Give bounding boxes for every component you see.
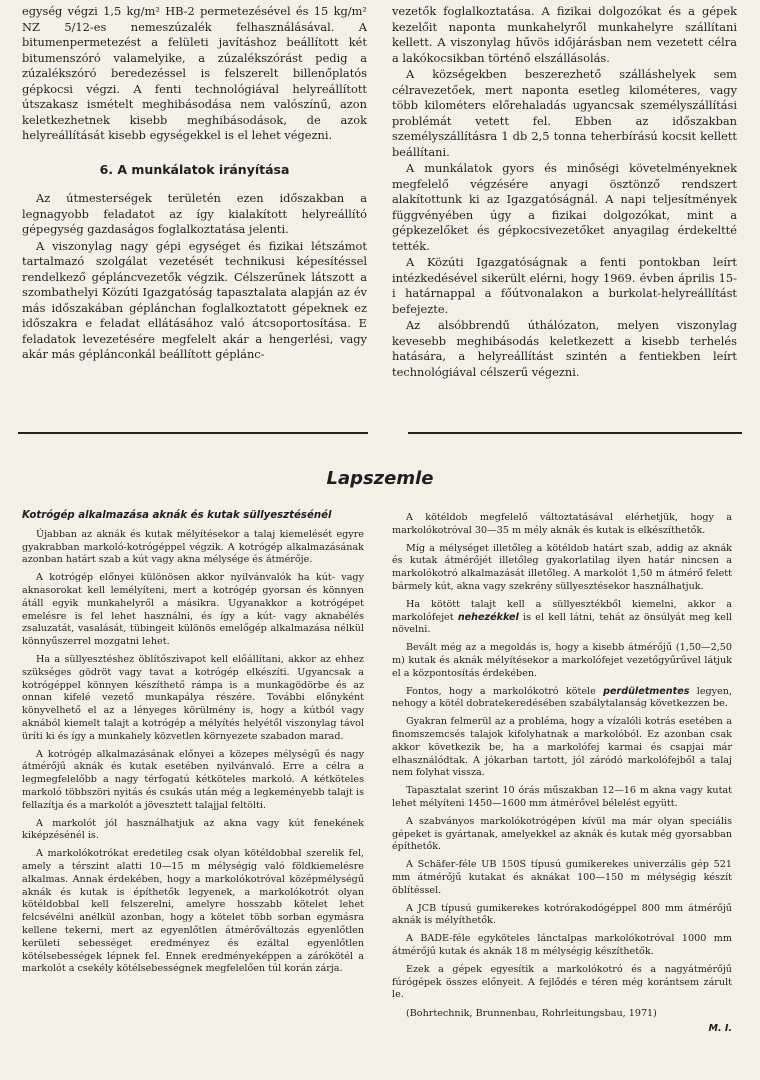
review-paragraph: A BADE-féle egyköteles lánctalpas markolókotróval 1000 mm átmérőjű kutak és aknák 18 m mélységig készíthetők. [392, 933, 732, 957]
body-paragraph: A munkálatok gyors és minőségi követelményeknek megfelelő végzésére anyagi ösztönző rendszert alakítottunk ki az Igazgatóságnál. A napi teljesítmények függvényében úgy a fizikai dolgozókat, mint a gépkezelőket és gépkocsivezetőket anyagilag érdekeltté tették. [392, 161, 737, 253]
author-initials: M. I. [708, 1022, 732, 1034]
source-citation: (Bohrtechnik, Brunnenbau, Rohrleitungsbau, 1971) [406, 1008, 657, 1020]
body-paragraph: Az útmesterségek területén ezen időszakban a legnagyobb feladatot az így kialakított helyreállító gépegység gazdaságos foglalkoztatása jelenti. [22, 191, 367, 236]
body-paragraph: A községekben beszerezhető szálláshelyek sem célravezetőek, mert naponta esetleg kilométeres, vagy több kilométers előrehaladás ugyancsak személyszállítási problémát vetett fel. Ebben az időszakban személyszállításra 1 db 2,5 tonna teherbírású kocsit kellett beállítani. [392, 67, 737, 159]
body-paragraph: A Közúti Igazgatóságnak a fenti pontokban leírt intézkedésével sikerült elérni, hogy 1969. évben április 15-i határnappal a főútvonalakon a burkolat-helyreállítást befejezte. [392, 255, 737, 316]
review-paragraph: A markolókotrókat eredetileg csak olyan kötéldobbal szerelik fel, amely a térszint alatti 10—15 m mélységig való földkiemelésre alkalmas. Annak érdekében, hogy a markolókotróval középmélységű aknák és kutak is építhetők legyenek, a markolókotrót olyan kötéldobbal kell felszerelni, amelyre hosszabb kötelet lehet felcsévélni anélkül azonban, hogy a kötelet több sorban egymásra kellene tekerni, mert az egyenlőtlen átmérőváltozás egyenlőtlen kerületi sebességet eredményez és ezáltal egyenlőtlen kötélsebességek lépnek fel. Ennek eredményeképpen a zárókötél a markolót a csekély kötélsebességnek megfelelően túl korán zárja. [22, 848, 364, 975]
review-left-column [22, 510, 364, 976]
review-heading: Lapszemle [326, 468, 434, 489]
review-paragraph: Gyakran felmerül az a probléma, hogy a vízalóli kotrás esetében a finomszemcsés talajok kifolyhatnak a markolóból. Ez azonban csak akkor következik be, ha a markolófej karmai és csapjai már elhasználódtak. A jókarban tartott, jól záródó markolófejből a talaj nem folyhat vissza. [392, 716, 732, 779]
review-paragraph: Ha kötött talajt kell a süllyesztékből kiemelni, akkor a markolófejet nehezékkel is el kell látni, tehát az önsúlyát meg kell növelni. [392, 598, 733, 636]
review-paragraph: A kotrógép alkalmazásának előnyei a közepes mélységű és nagy átmérőjű aknák és kutak esetében nyilvánvaló. Erre a célra a legmegfelelőbb a nagy térfogatú kétköteles markoló. A kétköteles markoló többszöri nyitás és csukás után még a legkeményebb talajt is fellazítja és a markolót a jövesztett talajjal feltölti. [22, 748, 364, 811]
review-paragraph: A kötéldob megfelelő változtatásával elérhetjük, hogy a markolókotróval 30—35 m mély aknák és kutak is elkészíthetők. [392, 512, 732, 536]
review-paragraph: Újabban az aknák és kutak mélyítésekor a talaj kiemelését egyre gyakrabban markoló-kotrógéppel végzik. A kotrógép alkalmazásának azonban határt szab a kút vagy akna mélysége és átmérője. [22, 528, 364, 566]
review-paragraph: Míg a mélységet illetőleg a kötéldob határt szab, addig az aknák és kutak átmérőjét illetőleg gyakorlatilag ilyen határ nincsen a markolókotró alkalmazását illetőleg. A markolót 1,50 m átmérő felett bármely kút, akna vagy szekrény süllyesztésekor használhatjuk. [392, 542, 732, 592]
section-heading: 6. A munkálatok irányítása [99, 161, 290, 177]
review-left-paragraphs [22, 529, 364, 976]
article-title: Kotrógép alkalmazása aknák és kutak süllyesztésénél [22, 510, 332, 521]
review-paragraph: Tapasztalat szerint 10 órás műszakban 12—16 m akna vagy kutat lehet mélyíteni 1450—1600 mm átmérővel bélelést együtt. [392, 785, 732, 809]
body-paragraph: A viszonylag nagy gépi egységet és fizikai létszámot tartalmazó szolgálat vezetését technikusi képesítéssel rendelkező gépláncvezetők végzik. Célszerűnek látszott a szombathelyi Közúti Igazgatóság tapasztalata alapján az év más időszakában géplánchan foglalkoztatott gépeknek ez időszakra e feladat ellátásához való átcsoportosítása. E feladatok levezetésére megfelelt akár a hengerlési, vagy akár más géplánconkál beállított géplánc- [22, 238, 367, 361]
section-divider [18, 432, 742, 434]
review-paragraph: A Schäfer-féle UB 150S típusú gumikerekes univerzális gép 521 mm átmérőjű kutakat és aknákat 100—150 m mélységig készít öblítéssel. [392, 859, 732, 896]
review-paragraph: Fontos, hogy a markolókotró kötele perdületmentes legyen, nehogy a kötél dobratekeredésében szabálytalanság következzen be. [392, 685, 733, 710]
top-right-column [392, 4, 737, 380]
review-paragraph: A szabványos markolókotrógépen kívül ma már olyan speciális gépeket is gyártanak, amelyekkel az aknák és kutak még gyorsabban építhetők. [392, 815, 732, 853]
top-left-column [22, 4, 367, 363]
review-right-column [392, 512, 732, 1036]
body-paragraph: Az alsóbbrendű úthálózaton, melyen viszonylag kevesebb meghibásodás keletkezett a kisebb terhelés hatására, a helyreállítást szintén a fentiekben leírt technológiával célszerű végezni. [392, 318, 737, 379]
body-paragraph: egység végzi 1,5 kg/m² HB-2 permetezésével és 15 kg/m² NZ 5/12-es nemeszúzalék felhasználásával. A bitumenpermetezést a felületi javításhoz beállított két bitumenszóró valamelyike, a zúzalékszórást pedig a zúzalékszóró beredezéssel is felszerelt billenőplatós gépkocsi végzi. A fenti technológiával helyreállított útszakasz ismételt meghibásodása nem valószínű, azon keletkezhetnek kisebb meghibásodások, de azok helyreállítását kisebb egységekkel is el lehet végezni. [22, 4, 367, 142]
body-paragraph: vezetők foglalkoztatása. A fizikai dolgozókat és a gépek kezelőit naponta munkahelyről munkahelyre szállítani kellett. A viszonylag hűvös időjárásban nem vezetett célra a lakókocsikban történő elszállásolás. [392, 4, 737, 65]
review-paragraph: A JCB típusú gumikerekes kotrórakodógéppel 800 mm átmérőjű aknák is mélyíthetők. [392, 902, 732, 927]
review-paragraph: A kotrógép előnyei különösen akkor nyilvánvalók ha kút- vagy aknasorokat kell lemélyíteni, mert a kotrógép gyorsan és könnyen átáll egyik munkahelyről a másikra. Ugyanakkor a kotrógépet emelésre is fel lehet használni, és így a kút- vagy aknabélés zsaluzatát, vasalását, tübingeit különös emelőgép alkalmazása nélkül könnyűszerrel mozgatni lehet. [22, 572, 364, 648]
review-paragraph: Bevált még az a megoldás is, hogy a kisebb átmérőjű (1,50—2,50 m) kutak és aknák mélyítésekor a markolófejet vezetőgyűrűvel látjuk el a központosítás érdekében. [392, 642, 732, 679]
review-paragraph: A markolót jól használhatjuk az akna vagy kút fenekének kiképzésénél is. [22, 817, 364, 842]
review-paragraph: Ha a süllyesztéshez öblítőszivapot kell előállítani, akkor az ehhez szükséges gödröt vagy tavat a kotrógép elkészíti. Ugyancsak a kotrógéppel könnyen készíthető rámpa is a munkagödörbe és az onnan kifelé vezető munkapálya részére. További előnyként könyvelhető el az a lényeges körülmény is, hogy a kútból vagy aknából kiemelt talajt a kotrógép a mélyítés helyétől viszonylag távol üríti ki és így a munkahely közvetlen környezete szabadon marad. [22, 653, 364, 742]
review-right-paragraphs [392, 512, 732, 1002]
review-paragraph: Ezek a gépek egyesítik a markolókotró és a nagyátmérőjű fúrógépek összes előnyeit. A fejlődés e téren még korántsem zárult le. [392, 963, 732, 1001]
